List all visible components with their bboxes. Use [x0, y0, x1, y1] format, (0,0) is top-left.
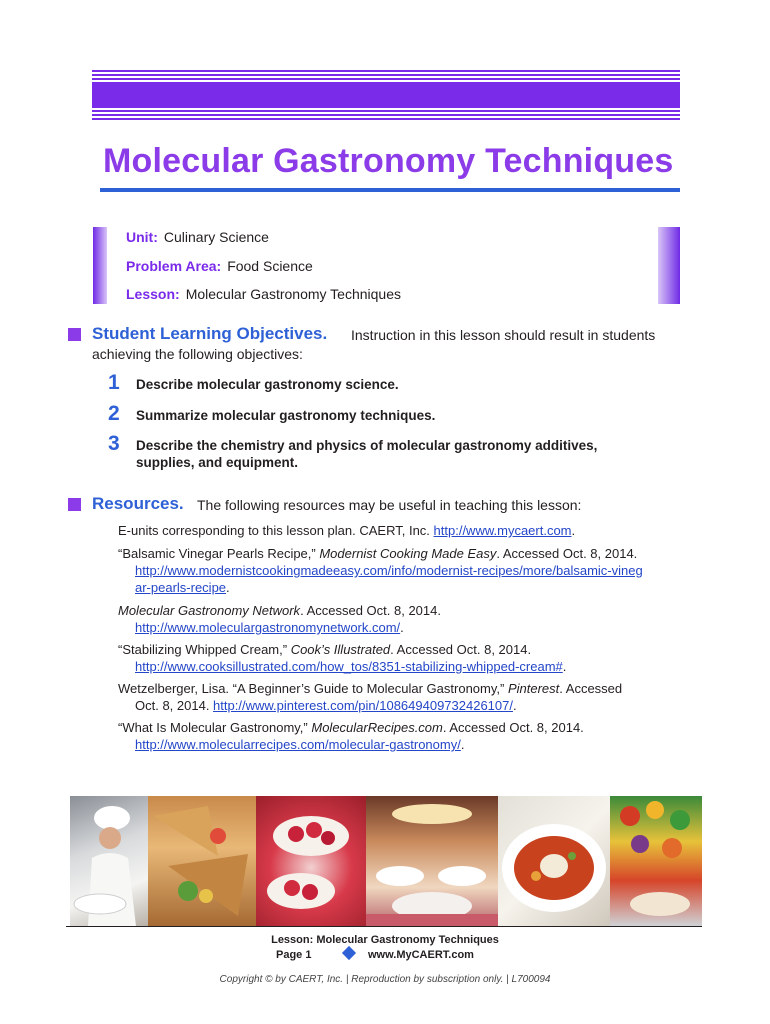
meta-unit	[126, 229, 269, 245]
resource-item: Molecular Gastronomy Network. Accessed Oct. 8, 2014. http://www.moleculargastronomynetwork.com/.	[118, 603, 441, 635]
footer-copyright: Copyright © by CAERT, Inc. | Reproduction by subscription only. | L700094	[219, 974, 551, 985]
banquet-hall-photo	[366, 796, 498, 926]
header-stripe-solid	[92, 84, 680, 106]
chef-illustration	[70, 796, 148, 926]
banquet-illustration	[366, 796, 498, 926]
diamond-icon	[342, 946, 356, 960]
resources-intro: The following resources may be useful in teaching this lesson:	[197, 497, 582, 513]
resource-link[interactable]: http://www.molecularrecipes.com/molecular-gastronomy/	[135, 737, 461, 752]
meta-lesson	[126, 286, 401, 302]
resource-item: E-units corresponding to this lesson plan. CAERT, Inc. http://www.mycaert.com.	[118, 523, 576, 538]
objective-number: 2	[108, 402, 120, 425]
meta-area-value: Food Science	[227, 258, 313, 274]
resource-item: “Stabilizing Whipped Cream,” Cook’s Illustrated. Accessed Oct. 8, 2014. http://www.cooksillustrated.com/how_tos/8351-stabilizing-whipped-cream#.	[118, 642, 567, 674]
title-rule	[100, 188, 680, 192]
meta-area-key: Problem Area:	[126, 258, 222, 274]
objective-text: Describe the chemistry and physics of molecular gastronomy additives, supplies, and equipment.	[136, 438, 598, 470]
resource-link[interactable]: http://www.mycaert.com	[433, 523, 572, 538]
footer-lesson: Lesson: Molecular Gastronomy Techniques	[271, 934, 499, 946]
footer-rule	[66, 926, 702, 927]
meta-bar-right	[658, 227, 680, 304]
objective-text: Summarize molecular gastronomy techniques.	[136, 408, 436, 423]
photo-collage	[70, 796, 702, 926]
resource-link[interactable]: http://www.cooksillustrated.com/how_tos/8351-stabilizing-whipped-cream#	[135, 659, 563, 674]
vegetables-illustration	[610, 796, 702, 926]
resources-bullet-icon	[68, 498, 81, 511]
resource-link[interactable]: http://www.modernistcookingmadeeasy.com/info/modernist-recipes/more/balsamic-vinegar-pearls-recipe	[135, 563, 643, 595]
objective-text: Describe molecular gastronomy science.	[136, 377, 399, 392]
objectives-heading: Student Learning Objectives.	[92, 324, 328, 343]
meta-problem-area	[126, 258, 313, 274]
objectives-bullet-icon	[68, 328, 81, 341]
footer-page-number: Page 1	[276, 949, 312, 961]
resource-link[interactable]: http://www.pinterest.com/pin/108649409732426107/	[213, 698, 513, 713]
resource-item: Wetzelberger, Lisa. “A Beginner’s Guide to Molecular Gastronomy,” Pinterest. Accessed Oct. 8, 2014. http://www.pinterest.com/pin/108649409732426107/.	[118, 681, 623, 713]
wraps-photo	[148, 796, 256, 926]
page-title: Molecular Gastronomy Techniques	[103, 142, 674, 180]
resource-link[interactable]: http://www.moleculargastronomynetwork.com/	[135, 620, 401, 635]
resources-heading: Resources.	[92, 494, 184, 513]
footer-website: www.MyCAERT.com	[368, 949, 474, 961]
meta-unit-value: Culinary Science	[163, 229, 269, 245]
meta-bar-left	[93, 227, 107, 304]
objectives-intro-line2: achieving the following objectives:	[92, 346, 303, 362]
soup-plate-photo	[498, 796, 610, 926]
meta-lesson-key: Lesson:	[126, 286, 180, 302]
meta-lesson-value: Molecular Gastronomy Techniques	[185, 286, 401, 302]
resource-item: “Balsamic Vinegar Pearls Recipe,” Modernist Cooking Made Easy. Accessed Oct. 8, 2014. http://www.modernistcookingmadeeasy.com/info/modernist-recipes/more/balsamic-vinegar-pearls-recipe.	[118, 546, 643, 595]
wraps-illustration	[148, 796, 256, 926]
berries-illustration	[256, 796, 366, 926]
resource-item: “What Is Molecular Gastronomy,” MolecularRecipes.com. Accessed Oct. 8, 2014. http://www.molecularrecipes.com/molecular-gastronomy/.	[118, 720, 584, 752]
meta-unit-key: Unit:	[126, 229, 158, 245]
objective-number: 1	[108, 371, 120, 394]
objective-number: 3	[108, 432, 120, 455]
vegetables-photo	[610, 796, 702, 926]
soup-illustration	[498, 796, 610, 926]
berries-photo	[256, 796, 366, 926]
chef-photo	[70, 796, 148, 926]
objectives-intro-line1: Instruction in this lesson should result in students	[351, 327, 656, 343]
